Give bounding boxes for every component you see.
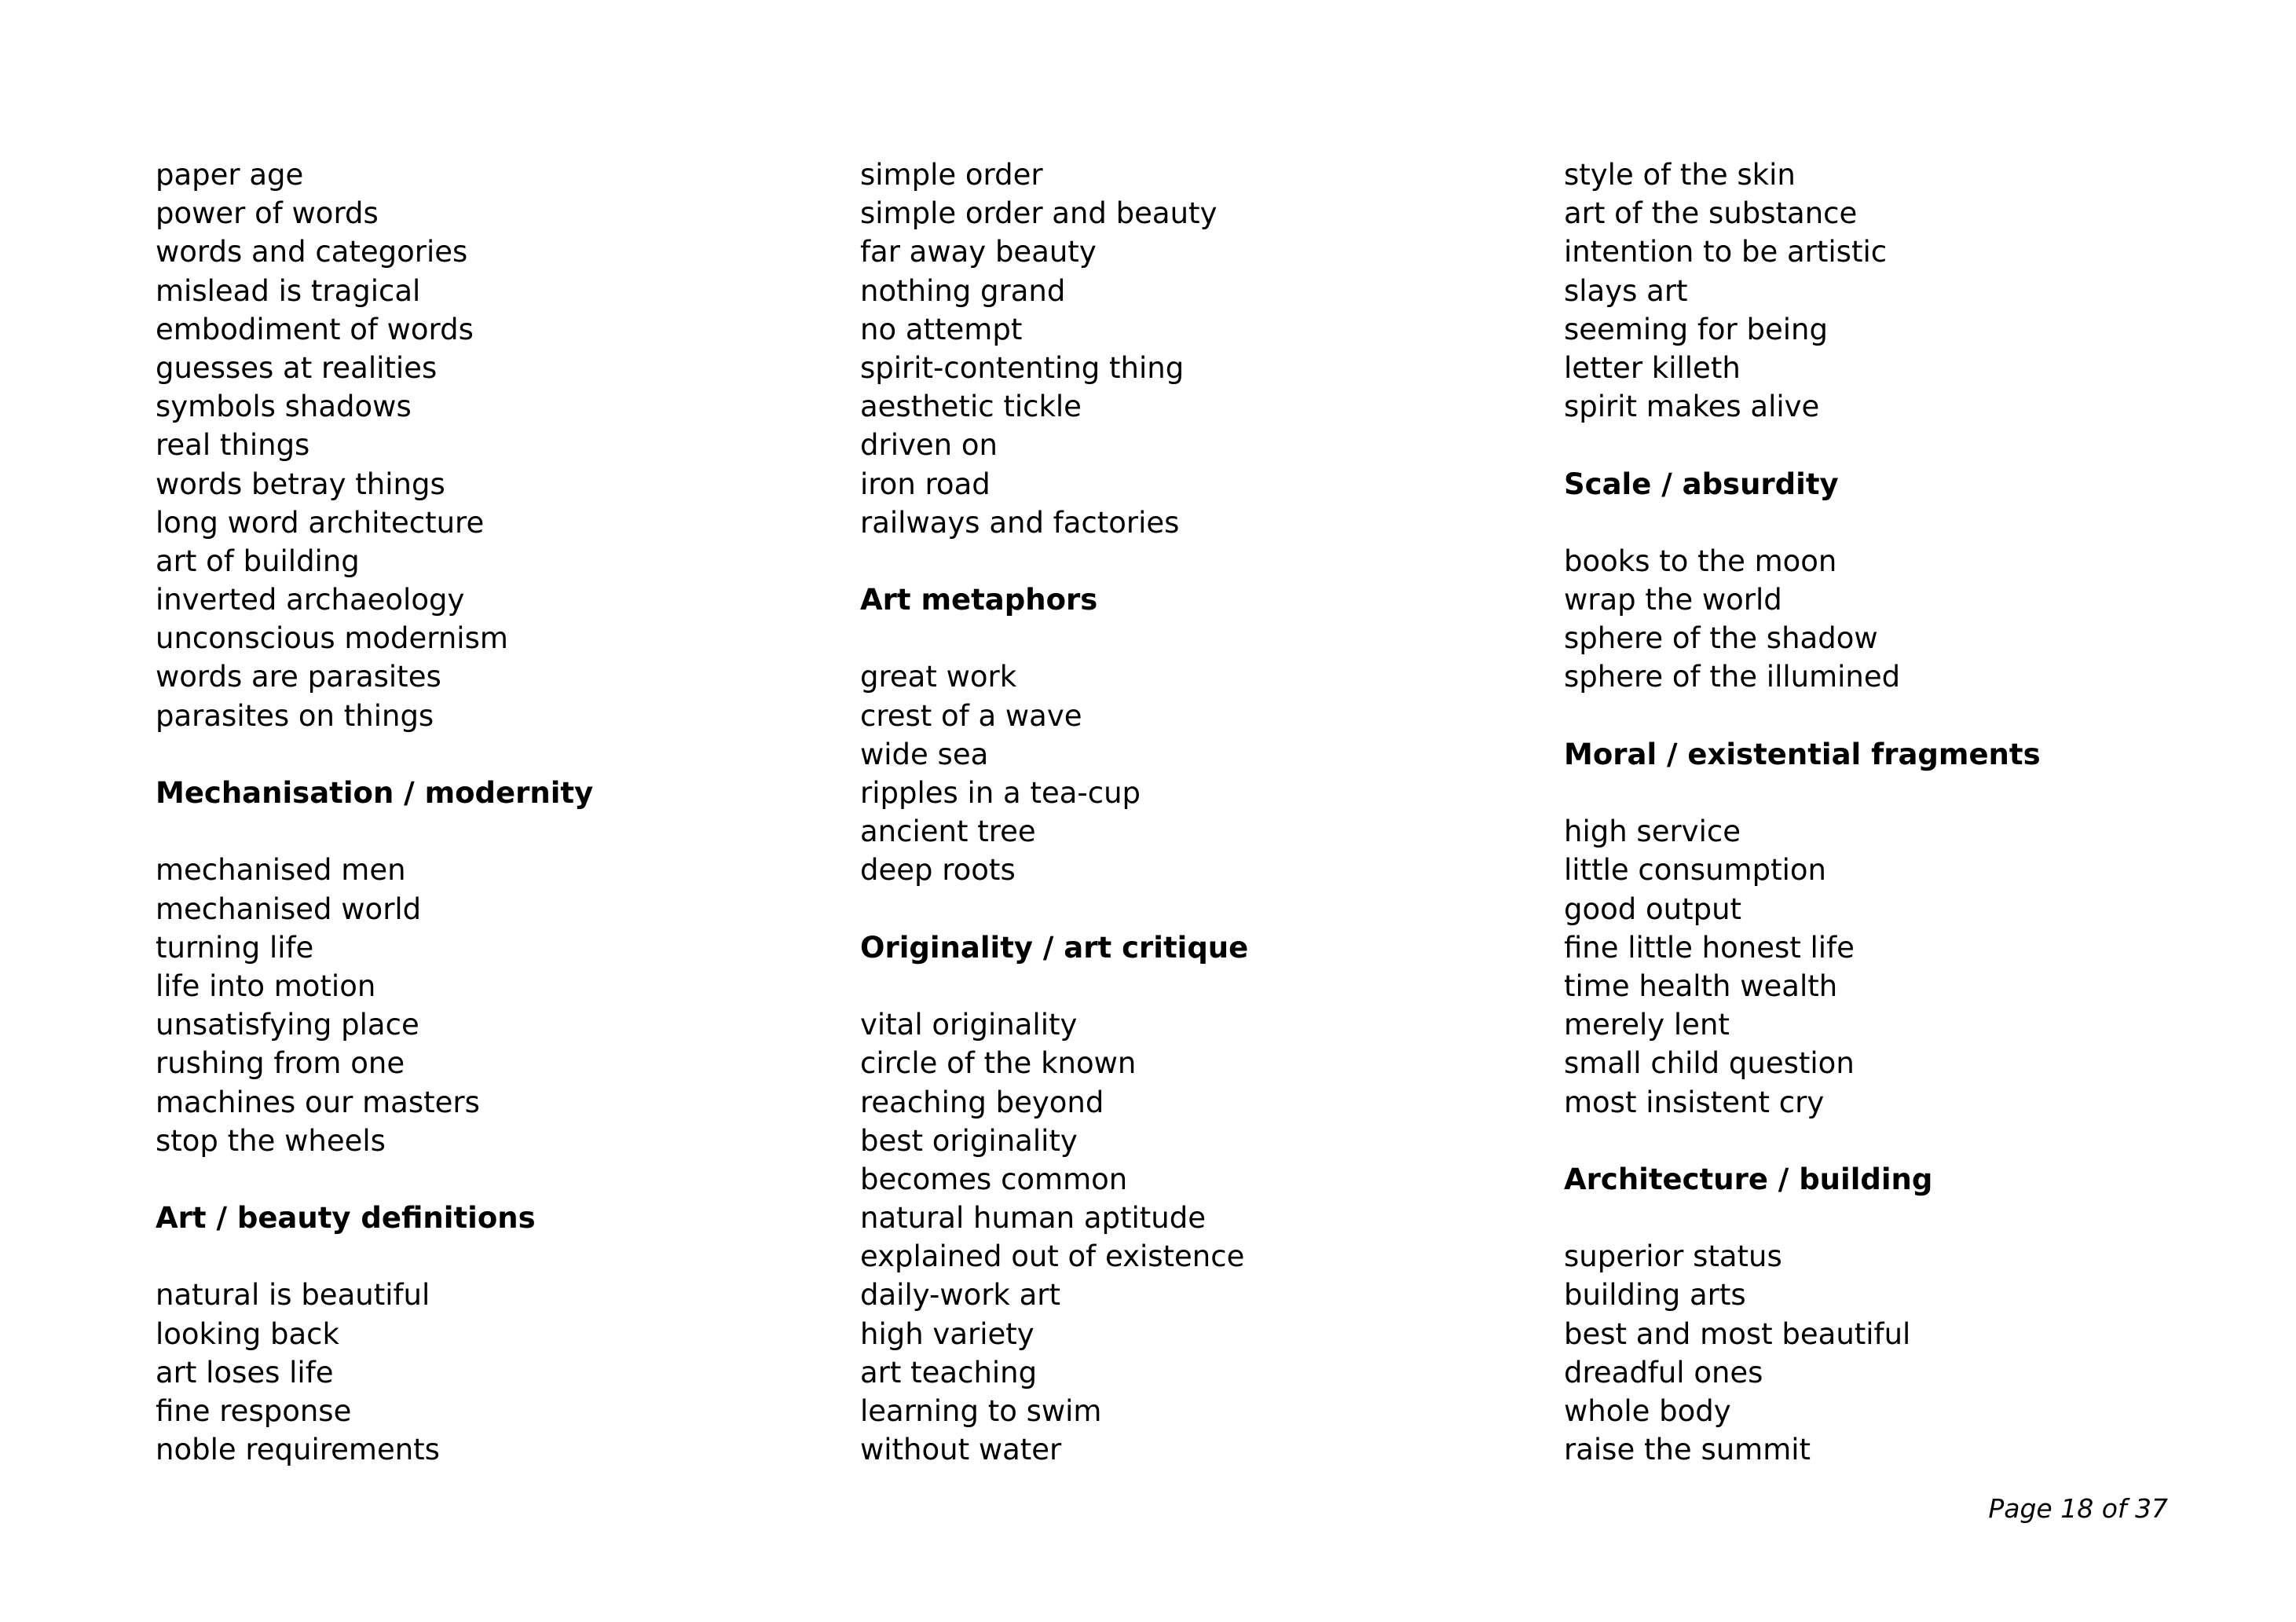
phrase-item: letter killeth <box>1564 350 1741 385</box>
section-spacer <box>860 542 1489 580</box>
section-spacer <box>1564 1122 2192 1160</box>
phrase-item: time health wealth <box>1564 968 1838 1003</box>
phrase-item: art loses life <box>156 1355 334 1390</box>
phrase-item: ancient tree <box>860 815 1036 849</box>
phrase-item: parasites on things <box>156 698 434 733</box>
phrase-item: intention to be artistic <box>1564 235 1888 269</box>
phrase-item: iron road <box>860 467 991 501</box>
phrase-item: building arts <box>1564 1278 1746 1313</box>
section-heading: Moral / existential fragments <box>1564 737 2041 771</box>
phrase-item: aesthetic tickle <box>860 390 1082 424</box>
column-3 <box>1564 156 2192 1469</box>
phrase-item: art of the substance <box>1564 196 1858 231</box>
phrase-item: noble requirements <box>156 1433 440 1467</box>
phrase-item: style of the skin <box>1564 158 1796 192</box>
phrase-item: vital originality <box>860 1008 1078 1042</box>
phrase-item: rushing from one <box>156 1046 405 1081</box>
phrase-item: superior status <box>1564 1239 1782 1274</box>
phrase-item: railways and factories <box>860 505 1180 540</box>
section-spacer <box>1564 426 2192 464</box>
phrase-item: merely lent <box>1564 1008 1730 1042</box>
phrase-item: mislead is tragical <box>156 273 421 308</box>
phrase-item: wide sea <box>860 737 989 771</box>
phrase-item: reaching beyond <box>860 1085 1104 1119</box>
phrase-item: long word architecture <box>156 505 485 540</box>
section-spacer <box>860 890 1489 928</box>
phrase-item: turning life <box>156 930 314 965</box>
heading-spacer <box>1564 503 2192 542</box>
phrase-item: without water <box>860 1433 1062 1467</box>
phrase-item: daily-work art <box>860 1278 1061 1313</box>
phrase-item: wrap the world <box>1564 583 1782 617</box>
phrase-item: fine response <box>156 1394 352 1428</box>
phrase-item: books to the moon <box>1564 544 1837 578</box>
phrase-item: best and most beautiful <box>1564 1316 1911 1351</box>
phrase-item: driven on <box>860 428 998 463</box>
phrase-item: words betray things <box>156 467 445 501</box>
section-heading: Scale / absurdity <box>1564 467 1839 501</box>
column-1 <box>156 156 784 1469</box>
phrase-item: whole body <box>1564 1394 1731 1428</box>
phrase-item: seeming for being <box>1564 312 1828 346</box>
heading-spacer <box>1564 774 2192 812</box>
heading-spacer <box>860 967 1489 1005</box>
section-heading: Architecture / building <box>1564 1162 1933 1196</box>
phrase-item: natural human aptitude <box>860 1201 1206 1236</box>
section-heading: Art metaphors <box>860 583 1098 617</box>
phrase-item: sphere of the shadow <box>1564 621 1878 656</box>
phrase-item: mechanised world <box>156 892 422 926</box>
section-spacer <box>1564 697 2192 735</box>
phrase-item: symbols shadows <box>156 390 412 424</box>
phrase-item: simple order <box>860 158 1043 192</box>
phrase-item: fine little honest life <box>1564 930 1855 965</box>
phrase-item: machines our masters <box>156 1085 480 1119</box>
phrase-item: circle of the known <box>860 1046 1137 1081</box>
phrase-item: real things <box>156 428 310 463</box>
phrase-item: crest of a wave <box>860 698 1082 733</box>
page-number: Page 18 of 37 <box>1988 1493 2168 1524</box>
phrase-item: spirit-contenting thing <box>860 350 1185 385</box>
column-2 <box>860 156 1489 1469</box>
phrase-item: words and categories <box>156 235 468 269</box>
section-spacer <box>156 735 784 774</box>
phrase-item: mechanised men <box>156 853 406 888</box>
phrase-item: life into motion <box>156 968 376 1003</box>
heading-spacer <box>156 812 784 851</box>
phrase-item: art of building <box>156 544 360 578</box>
phrase-item: great work <box>860 660 1017 694</box>
phrase-item: far away beauty <box>860 235 1097 269</box>
phrase-item: most insistent cry <box>1564 1085 1825 1119</box>
phrase-item: nothing grand <box>860 273 1066 308</box>
section-heading: Art / beauty definitions <box>156 1201 536 1236</box>
phrase-item: ripples in a tea-cup <box>860 776 1141 810</box>
phrase-item: becomes common <box>860 1162 1128 1196</box>
phrase-item: power of words <box>156 196 379 231</box>
phrase-item: high variety <box>860 1316 1034 1351</box>
phrase-item: sphere of the illumined <box>1564 660 1901 694</box>
phrase-item: raise the summit <box>1564 1433 1811 1467</box>
phrase-item: art teaching <box>860 1355 1038 1390</box>
heading-spacer <box>156 1237 784 1276</box>
phrase-item: inverted archaeology <box>156 583 465 617</box>
section-spacer <box>156 1160 784 1199</box>
phrase-item: unconscious modernism <box>156 621 508 656</box>
phrase-item: guesses at realities <box>156 350 438 385</box>
heading-spacer <box>860 619 1489 657</box>
heading-spacer <box>1564 1199 2192 1237</box>
phrase-item: unsatisfying place <box>156 1008 419 1042</box>
phrase-item: little consumption <box>1564 853 1826 888</box>
phrase-item: learning to swim <box>860 1394 1102 1428</box>
phrase-item: looking back <box>156 1316 339 1351</box>
phrase-item: explained out of existence <box>860 1239 1245 1274</box>
section-heading: Mechanisation / modernity <box>156 776 594 810</box>
phrase-item: embodiment of words <box>156 312 474 346</box>
phrase-item: high service <box>1564 815 1741 849</box>
phrase-item: spirit makes alive <box>1564 390 1820 424</box>
phrase-item: natural is beautiful <box>156 1278 430 1313</box>
phrase-item: stop the wheels <box>156 1123 386 1158</box>
section-heading: Originality / art critique <box>860 930 1249 965</box>
phrase-item: slays art <box>1564 273 1688 308</box>
phrase-item: simple order and beauty <box>860 196 1218 231</box>
phrase-item: best originality <box>860 1123 1078 1158</box>
phrase-item: words are parasites <box>156 660 441 694</box>
phrase-item: paper age <box>156 158 304 192</box>
phrase-item: deep roots <box>860 853 1016 888</box>
phrase-item: no attempt <box>860 312 1023 346</box>
phrase-item: good output <box>1564 892 1742 926</box>
phrase-item: dreadful ones <box>1564 1355 1763 1390</box>
phrase-item: small child question <box>1564 1046 1855 1081</box>
